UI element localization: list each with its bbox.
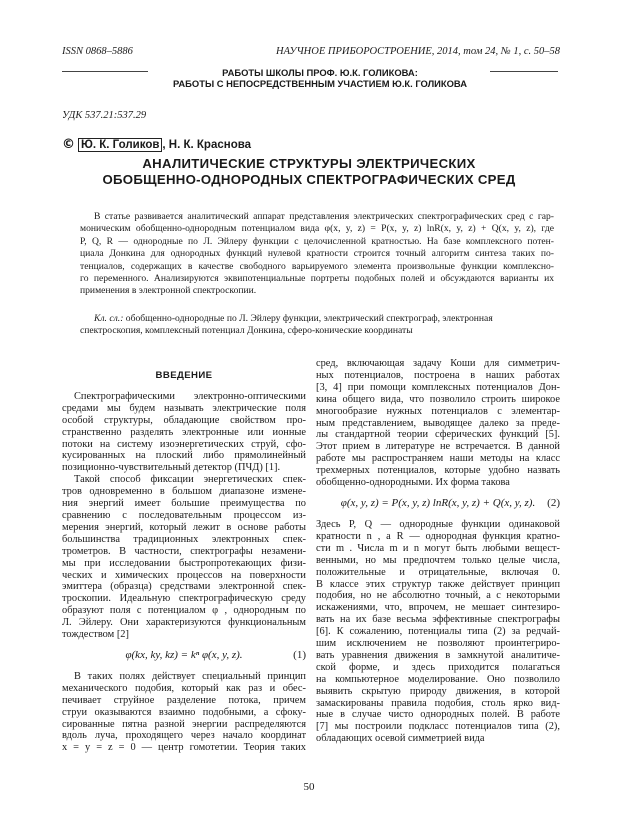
text-line: В классе этих структур также действует принцип [316, 578, 560, 590]
text-line: тождеством [2] [62, 629, 129, 641]
school-line-2: РАБОТЫ С НЕПОСРЕДСТВЕННЫМ УЧАСТИЕМ Ю.К. ГОЛИКОВА [172, 78, 468, 89]
title-line-2: ОБОБЩЕННО-ОДНОРОДНЫХ СПЕКТРОГРАФИЧЕСКИХ СРЕД [102, 172, 516, 187]
text-line: В таких полях действует специальный принцип [74, 670, 306, 682]
text-line: кина общего вида, что позволило строить широкое [316, 393, 560, 405]
divider-right [490, 71, 558, 72]
text-line: Такой способ фиксации энергетических спек- [74, 474, 306, 486]
author-rest: , Н. К. Краснова [162, 139, 252, 151]
issn: ISSN 0868–5886 [62, 46, 133, 57]
divider-left [62, 71, 148, 72]
text-line: ческих и химических процессов на поверхности [62, 569, 306, 581]
title-line-1: АНАЛИТИЧЕСКИЕ СТРУКТУРЫ ЭЛЕКТРИЧЕСКИХ [142, 156, 476, 171]
abstract-line: В статье развивается аналитический аппарат представления электрических спектрографических сред с гар- [94, 211, 554, 222]
abstract-line: тенциалов, содержащих в качестве свободного варьируемого элемента произвольные функции комплексно- [80, 260, 554, 272]
text-line: сированные пятна разной энергии распределяются [62, 718, 306, 730]
text-line: x = y = z = 0 — центр гомотетии. Теория таких [62, 742, 306, 754]
text-line: мы при исследовании быстропротекающих физи- [62, 557, 306, 569]
text-line: лы стандартной теории сферических функций [5]. [316, 429, 560, 441]
text-line: трехмерных потенциалов, которые удобно назвать [316, 465, 560, 477]
text-line: средами мы будем называть электрические поля [62, 402, 306, 414]
text-line: сравнению с последовательным процессом из- [62, 509, 306, 521]
text-line: ния энергий имеет большие преимущества по [62, 498, 306, 510]
text-line: работе мы распространяем наши методы на класс [316, 453, 560, 465]
keywords-line-1: обобщенно-однородные по Л. Эйлеру функции, электрический спектрограф, электронная [123, 313, 493, 324]
formula-1 [62, 646, 306, 666]
page-number: 50 [303, 781, 315, 793]
udk-code: УДК 537.21:537.29 [62, 110, 147, 121]
abstract-line: P, Q, R — однородные по Л. Эйлеру функции с целочисленной кратностью. На базе комплексного потен- [80, 235, 554, 247]
text-line: трометров. В частности, спектрографы незамени- [62, 545, 306, 557]
formula-2-number: (2) [547, 497, 560, 510]
text-line: эмиттера (образца) средствами электронной спек- [62, 581, 306, 593]
text-line: венными, но мы предпочтем только целые числа, [316, 554, 560, 566]
formula-2-expression: φ(x, y, z) = P(x, y, z) lnR(x, y, z) + Q(x, y, z). [340, 497, 536, 510]
authors [62, 137, 251, 152]
keywords-line-2: спектроскопия, комплексный потенциал Донкина, сферо-конические координаты [80, 325, 413, 337]
text-line: обобщенно-однородными. Их форма такова [316, 477, 510, 489]
article-title [62, 156, 556, 188]
formula-2 [316, 494, 560, 514]
right-column [316, 358, 560, 745]
text-line: [6]. К сожалению, потенциалы типа (2) за редчай- [316, 626, 560, 638]
abstract-line: применения в электронной спектроскопии. [80, 285, 257, 297]
text-line: ные в случае чисто однородных полей. В работе [316, 709, 560, 721]
text-line: Спектрографическими электронно-оптическими [74, 390, 306, 402]
text-line: механического подобия, который как раз и обес- [62, 682, 306, 694]
text-line: замаскированы правила подобия, столь ярко вид- [316, 697, 560, 709]
text-line: Этот прием в литературе не встречается. В данной [316, 441, 560, 453]
text-line: образуют поля с потенциалом φ , однородным по [62, 605, 306, 617]
text-line: ской форме, и здесь приходится полагаться [316, 661, 560, 673]
school-heading [150, 67, 490, 89]
text-line: печивает струйное разделение потока, причем [62, 694, 306, 706]
text-line: кусированных на плоский либо прямолинейный [62, 450, 306, 462]
text-line: Здесь P, Q — однородные функции одинаковой [316, 518, 560, 530]
text-line: [3, 4] при помощи комплексных потенциалов Дон- [316, 381, 560, 393]
text-line: искажениями, что, впрочем, не мешает синтезиро- [316, 602, 560, 614]
text-line: большинства традиционных электронных спек- [62, 533, 306, 545]
abstract-line: го переменного. Анализируются эквипотенциальные портреты подобных полей и обсуждаются варианты их [80, 273, 554, 285]
text-line: вать уравнения движения в замкнутой аналитиче- [316, 649, 560, 661]
keywords-label: Кл. сл.: [94, 313, 124, 324]
text-line: положительные и отрицательные, включая 0. [316, 566, 560, 578]
abstract-line: циала Донкина для однородных функций нулевой кратности строится точный алгоритм синтеза таких по- [80, 248, 554, 260]
text-line: странственно разделять электронные или ионные [62, 426, 306, 438]
text-line: сред, включающая задачу Коши для симметрич- [316, 358, 560, 369]
text-line: многообразие нужных потенциалов с элементар- [316, 405, 560, 417]
text-line: потоки на систему изоэнергетических струй, сфо- [62, 438, 306, 450]
abstract [80, 211, 554, 298]
formula-1-number: (1) [293, 648, 306, 661]
text-line: выявить скрытую природу движения, в которой [316, 685, 560, 697]
keywords [80, 313, 554, 338]
journal-info: НАУЧНОЕ ПРИБОРОСТРОЕНИЕ, 2014, том 24, № 1, c. 50–58 [276, 46, 560, 57]
text-line: сти m . Числа m и n могут быть любыми вещест- [316, 542, 560, 554]
text-line: на компьютерное моделирование. Оно позволило [316, 673, 560, 685]
left-column [62, 370, 306, 754]
text-line: троскопии. Идеальную спектрографическую среду [62, 593, 306, 605]
text-line: ным представлением, выводящее далеко за преде- [316, 417, 560, 429]
text-line: шим исключением не позволяют проинтегриро- [316, 638, 560, 650]
text-line: Л. Эйлеру. Они характеризуются функциональным [62, 617, 306, 629]
abstract-line: моническим обобщенно-однородным потенциалом вида φ(x, y, z) = P(x, y, z) lnR(x, y, z) + Q(x, y, z), где [80, 223, 554, 235]
school-line-1: РАБОТЫ ШКОЛЫ ПРОФ. Ю.К. ГОЛИКОВА: [222, 67, 418, 78]
text-line: кратности n , а R — однородная функция кратно- [316, 530, 560, 542]
text-line: струи оказываются взаимно подобными, а сфоку- [62, 706, 306, 718]
text-line: вать на их базе весьма эффективные спектрографы [316, 614, 560, 626]
text-line: вдоль луча, проходящего через начало координат [62, 730, 306, 742]
text-line: позиционно-чувствительный детектор (ПЧД) [1]. [62, 462, 281, 474]
formula-1-expression: φ(kx, ky, kz) = kⁿ φ(x, y, z). [125, 648, 243, 661]
text-line: мерения энергий, который лежит в основе работы [62, 521, 306, 533]
text-line: ных потенциалов, построена в наших работах [316, 369, 560, 381]
section-title: ВВЕДЕНИЕ [155, 370, 213, 381]
author-golikov: Ю. К. Голиков [78, 138, 162, 152]
copyright-icon: © [62, 137, 75, 152]
text-line: обладающих осевой симметрией вида [316, 733, 485, 745]
text-line: подобия, но не абсолютно точный, а с некоторыми [316, 590, 560, 602]
text-line: тров одновременно в большом диапазоне измене- [62, 486, 306, 498]
text-line: [7] мы построили подкласс потенциалов типа (2), [316, 721, 560, 733]
text-line: особой структуры, обладающие свойством про- [62, 414, 306, 426]
